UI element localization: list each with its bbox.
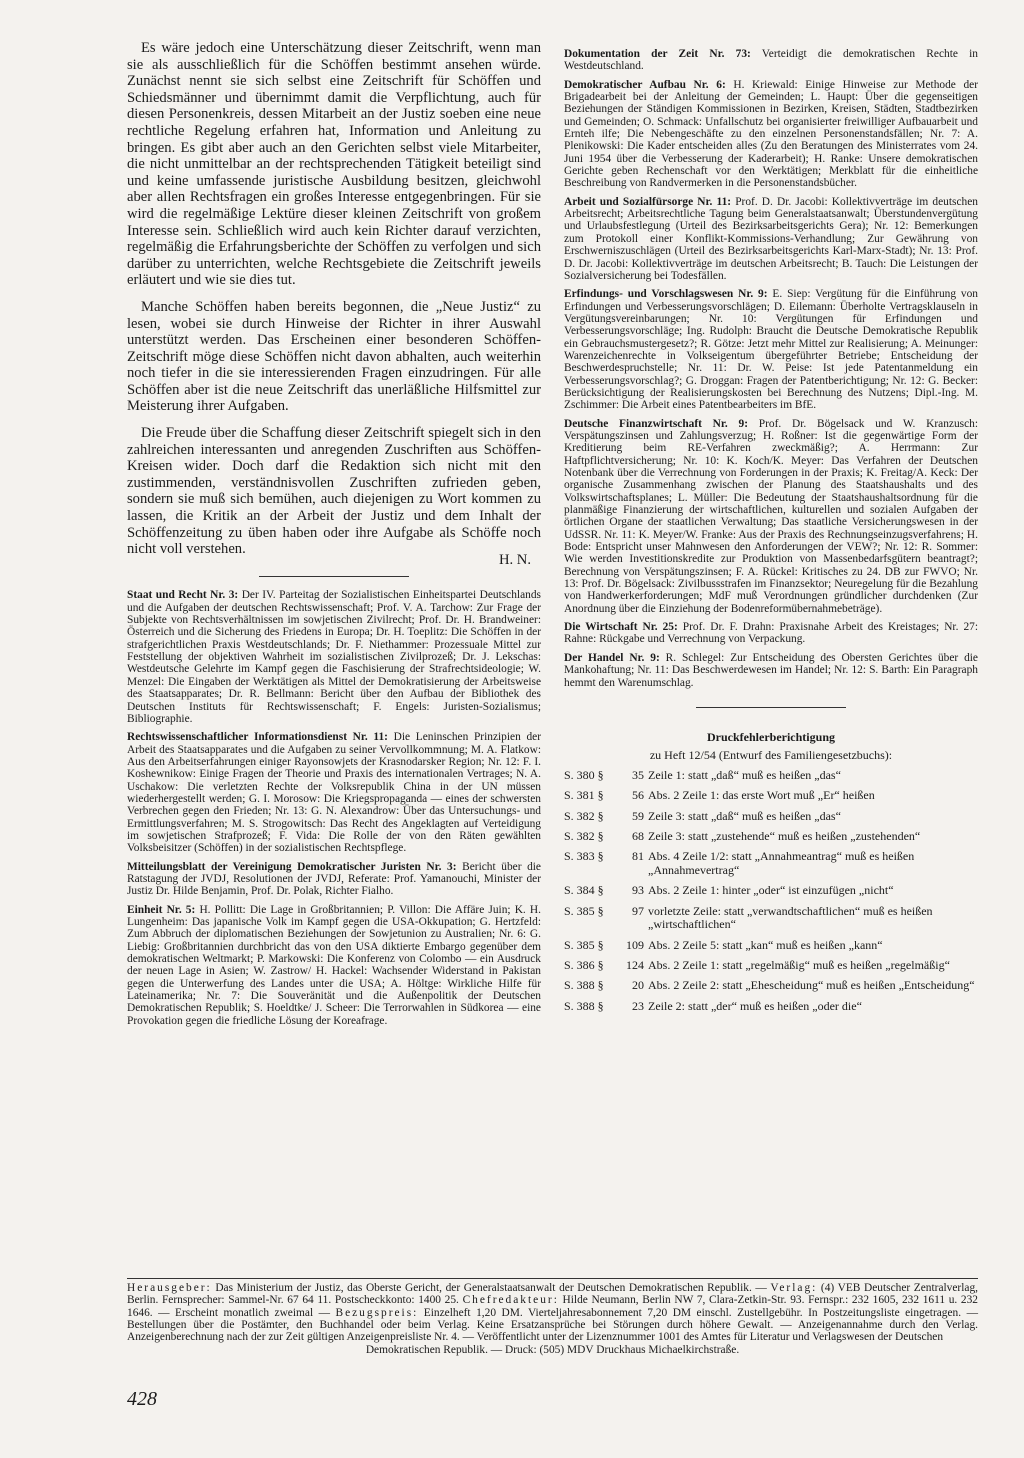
review-body: Prof. D. Dr. Jacobi: Kollektivverträge im deutschen Arbeitsrecht; Arbeitsrechtliche Tagung beim Generalstaatsanwalt; Überstundenvergütung und Urlaubsfestlegung (Urteil des Bezirksarbeitsgerichts Gera); Nr. 12: Bemerkungen zum Protokoll einer Konflikt-Kommissions-Verhandlung; Zur Gewährung von Erschwerniszuschlägen (Urteil des Bezirksarbeitsgerichts Karl-Marx-Stadt); Nr. 13: Prof. D. Dr. Jacobi: Kollektivverträge im deutschen Arbeitsrecht; B. Tauch: Die Leistungen der Sozialversicherung bei Todesfällen. [564, 195, 978, 282]
review-heading: Einheit Nr. 5: [127, 903, 196, 916]
errata-ref: S. 388 § [564, 998, 604, 1013]
journal-reviews-left [127, 589, 541, 1027]
errata-paragraph: 68 [632, 829, 644, 844]
errata-ref: S. 381 § [564, 788, 604, 803]
review-body: Der IV. Parteitag der Sozialistischen Einheitspartei Deutschlands und die Aufgaben der deutschen Rechtswissenschaft; Prof. V. A. Tarchow: Zur Frage der Subjekte von Rechtsverhältnissen im sowjetischen Zivilrecht; Prof. Dr. H. Brandweiner: Österreich und die Sicherung des Friedens in Europa; Dr. H. Toeplitz: Die Schöffen in der strafgerichtlichen Praxis Westdeutschlands; Dr. F. Niethammer: Prozessuale Mittel zur Feststellung der objektiven Wahrheit im sozialistischen Zivilprozeß; Dr. J. Lekschas: Westdeutsche Gelehrte im Kampf gegen die Faschisierung der Strafrechtsideologie; W. Menzel: Die Eingaben der Werktätigen als Mittel der Demokratisierung der Arbeitsweise des Staatsapparates; Dr. R. Bellmann: Bericht über den Aufbau der Bibliothek des Deutschen Instituts für Rechtswissenschaft; F. Engels: Juristen-Sozialismus; Bibliographie. [127, 589, 541, 725]
review-entry [564, 652, 978, 689]
errata-paragraph: 20 [632, 978, 644, 993]
errata-text: Abs. 4 Zeile 1/2: statt „Annahmeantrag“ muß es heißen „Annahmevertrag“ [648, 849, 915, 877]
errata-paragraph: 109 [626, 937, 644, 952]
errata-ref: S. 385 § [564, 937, 604, 952]
errata-row [564, 939, 978, 952]
imprint-text: Das Ministerium der Justiz, das Oberste Gericht, der Generalstaatsanwalt der Deutschen Demokratischen Republik. — [211, 1282, 771, 1294]
errata-ref: S. 386 § [564, 957, 604, 972]
imprint-tail: Demokratischen Republik. — Druck: (505) MDV Druckhaus Michaelkirchstraße. [365, 1343, 740, 1356]
review-entry [564, 48, 978, 73]
review-body: Prof. Dr. Bögelsack und W. Kranzusch: Verspätungszinsen und Zahlungsverzug; H. Roßner: Ist die gegenwärtige Form der Kreditierung beim RE-Verfahren zweckmäßig?; A. Herrmann: Zur Haftpflichtversicherung; Nr. 10: K. Koch/K. Meyer: Das Verfahren der Deutschen Notenbank über die Verrechnung von Forderungen in der Praxis; K. Freitag/A. Keck: Der organische Zusammenhang zwischen der Planung des Staatshaushalts und des Volkswirtschaftsplanes; L. Müller: Die Bedeutung der Staatshaushaltsordnung für die planmäßige Finanzierung der wirtschaftlichen, kulturellen und sozialen Aufgaben der örtlichen Organe der staatlichen Verwaltung; Das staatliche Versicherungswesen in der UdSSR. Nr. 11: K. Meyer/W. Franke: Aus der Praxis des Rechnungseinzugsverfahrens; H. Bode: Entspricht unser Mahnwesen den Anforderungen der VEW?; Nr. 12: R. Sommer: Wie werden Investitionskredite zur Produktion von Massenbedarfsgütern beantragt?; Berechnung von Verspätungszinsen; F. A. Rückel: Kritisches zu 24. DB zur FWVO; Nr. 13: Prof. Dr. Bögelsack: Zivilbussstrafen im Finanzsektor; Neuregelung für die Bezahlung von Handwerkerforderungen; MdF muß Verordnungen gründlicher durchdenken (Zur Anordnung über die Einziehung der Bodenreformübernahmebeträge). [564, 417, 978, 615]
review-heading: Demokratischer Aufbau Nr. 6: [564, 78, 726, 91]
journal-reviews-right [564, 48, 978, 689]
review-heading: Der Handel Nr. 9: [564, 651, 660, 664]
review-entry [127, 861, 541, 898]
errata-ref: S. 382 § [564, 829, 604, 844]
imprint [127, 1278, 978, 1356]
errata-paragraph: 81 [632, 849, 644, 864]
imprint-label: Verlag: [770, 1282, 818, 1294]
errata-paragraph: 93 [632, 883, 644, 898]
review-entry [127, 589, 541, 725]
errata-ref: S. 382 § [564, 808, 604, 823]
errata-row [564, 1000, 978, 1013]
imprint-label: Bezugspreis: [335, 1306, 419, 1319]
review-heading: Mitteilungsblatt der Vereinigung Demokratischer Juristen Nr. 3: [127, 860, 457, 873]
errata-paragraph: 56 [632, 788, 644, 803]
section-divider [259, 576, 409, 577]
errata-ref: S. 384 § [564, 883, 604, 898]
errata-row [564, 789, 978, 802]
errata-ref: S. 380 § [564, 767, 604, 782]
errata-row [564, 830, 978, 843]
review-heading: Rechtswissenschaftlicher Informationsdienst Nr. 11: [127, 731, 388, 744]
review-entry [564, 79, 978, 190]
errata-paragraph: 59 [632, 808, 644, 823]
errata-text: Abs. 2 Zeile 1: das erste Wort muß „Er“ heißen [648, 788, 875, 803]
review-entry [564, 418, 978, 616]
errata-paragraph: 35 [632, 767, 644, 782]
errata-section [564, 707, 978, 1013]
review-body: Prof. Dr. F. Drahn: Praxisnahe Arbeit des Kreistages; Nr. 27: Rahne: Rückgabe und Verrechnung von Verpackung. [564, 621, 978, 646]
errata-subtitle: zu Heft 12/54 (Entwurf des Familiengesetzbuchs): [649, 747, 893, 762]
errata-text: vorletzte Zeile: statt „verwandtschaftlichen“ muß es heißen „wirtschaftlichen“ [648, 903, 933, 932]
essay [127, 40, 541, 568]
errata-ref: S. 383 § [564, 849, 604, 864]
review-body: H. Pollitt: Die Lage in Großbritannien; P. Villon: Die Affäre Juin; K. H. Lungenheim: Das japanische Volk im Kampf gegen die USA-Okkupation; G. Hertzfeld: Zum Abbruch der diplomatischen Beziehungen der Sowjetunion zu Australien; Nr. 6: G. Liebig: Großbritannien durchbricht das von den USA diktierte Embargo gegenüber dem demokratischen Weltmarkt; P. Markowski: Die Konferenz von Colombo — ein Ausdruck der neuen Lage in Asien; W. Zastrow/ H. Hackel: Wachsender Widerstand in Pakistan gegen die Unterwerfung des Landes unter die USA; A. Höltge: Wirkliche Hilfe für Lateinamerika; Nr. 7: Die Souveränität und die Außenpolitik der Deutschen Demokratischen Republik; S. Hoeldtke/ J. Scheer: Die Terrorwahlen in Südkorea — eine Provokation gegen die friedliche Lösung der Koreafrage. [127, 903, 541, 1027]
errata-text: Zeile 2: statt „der“ muß es heißen „oder die“ [648, 998, 862, 1013]
errata-ref: S. 388 § [564, 978, 604, 993]
right-column [564, 48, 978, 1020]
errata-paragraph: 97 [632, 903, 644, 918]
errata-paragraph: 23 [632, 998, 644, 1013]
imprint-text: Hilde Neumann, Berlin NW 7, Clara-Zetkin-Str. 93. Fernspr.: 232 1605, 232 1611 u. 232 1646. — Erscheint monatlich zweimal — [127, 1294, 978, 1319]
imprint-label: Chefredakteur: [462, 1294, 559, 1307]
section-divider [696, 707, 846, 708]
errata-text: Zeile 3: statt „daß“ muß es heißen „das“ [648, 808, 841, 823]
essay-paragraph: Manche Schöffen haben bereits begonnen, die „Neue Justiz“ zu lesen, wobei sie durch Hinweise der Richter in ihrer Auswahl unterstützt werden. Das Erscheinen einer besonderen Schöffen-Zeitschrift möge diese Schöffen nicht davon abhalten, auch weiterhin noch tiefer in die sie interessierenden Fragen einzudringen. Für alle Schöffen aber ist die neue Zeitschrift das unerläßliche Hilfsmittel zur Meisterung ihrer Aufgaben. [127, 298, 541, 415]
review-heading: Dokumentation der Zeit Nr. 73: [564, 48, 751, 60]
errata-ref: S. 385 § [564, 903, 604, 918]
errata-text: Abs. 2 Zeile 1: statt „regelmäßig“ muß es heißen „regelmäßig“ [648, 957, 950, 972]
review-entry [564, 621, 978, 646]
imprint-label: Herausgeber: [127, 1282, 212, 1294]
imprint-text: Einzelheft 1,20 DM. Vierteljahresabonnement 7,20 DM einschl. Zustellgebühr. In Postzeitungsliste eingetragen. — Bestellungen über die Postämter, den Buchhandel oder beim Verlag. Keine Ersatzansprüche bei Störungen durch höhere Gewalt. — Anzeigenannahme durch den Verlag. Anzeigenberechnung nach der zur Zeit gültigen Anzeigenpreisliste Nr. 4. — Veröffentlicht unter der Lizenznummer 1001 des Amtes für Literatur und Verlagswesen der Deutschen [127, 1306, 978, 1344]
review-entry [127, 731, 541, 854]
review-heading: Staat und Recht Nr. 3: [127, 589, 239, 602]
errata-row [564, 979, 978, 992]
review-body: Die Leninschen Prinzipien der Arbeit des Staatsapparates und die Aufgaben zu seiner Vervollkommnung; M. A. Flatkow: Aus den Arbeitserfahrungen einiger Rayonsowjets der Krasnodarsker Region; Nr. 12: F. I. Koshewnikow: Einige Fragen der Theorie und Praxis des internationalen Vertrages; N. A. Uschakow: Die verletzten Rechte der Volksrepublik China in der UN müssen wiederhergestellt werden; G. I. Morosow: Die Kriegspropaganda — eines der schwersten Verbrechen gegen den Frieden; Nr. 13: G. N. Alexandrow: Über das Untersuchungs- und Ermittlungsverfahren; M. S. Strogowitsch: Das Recht des Angeklagten auf Verteidigung im sowjetischen Strafprozeß; F. Vida: Die Rolle der von den Räten gewählten Volksbeisitzer (Schöffen) in der sozialistischen Rechtspflege. [127, 731, 541, 855]
review-body: Verteidigt die demokratischen Rechte in Westdeutschland. [564, 48, 978, 73]
errata-text: Zeile 1: statt „daß“ muß es heißen „das“ [648, 767, 841, 782]
errata-title: Druckfehlerberichtigung [707, 729, 835, 744]
errata-row [564, 884, 978, 897]
review-heading: Die Wirtschaft Nr. 25: [564, 621, 678, 634]
review-body: R. Schlegel: Zur Entscheidung des Obersten Gerichtes über die Mankohaftung; Nr. 11: Das Beschwerdewesen im Handel; Nr. 12: S. Barth: Ein Paragraph hemmt den Warenumschlag. [564, 651, 978, 689]
essay-signature: H. N. [498, 551, 531, 568]
review-entry [127, 904, 541, 1027]
imprint-body [127, 1282, 978, 1344]
errata-row [564, 905, 978, 932]
essay-paragraph: Die Freude über die Schaffung dieser Zeitschrift spiegelt sich in den zahlreichen interessanten und anregenden Zuschriften aus Schöffen-Kreisen wider. Doch darf die Redaktion sich nicht mit den zustimmenden, verständnisvollen Zuschriften zufrieden geben, sondern sie muß sich bemühen, auch diejenigen zu Wort kommen zu lassen, die Kritik an der Arbeit der Justiz und dem Inhalt der Schöffenzeitung zu üben haben oder ihre Aufgabe als Schöffe noch nicht voll verstehen. [127, 425, 541, 558]
errata-list [564, 769, 978, 1013]
left-column [127, 40, 541, 1033]
review-heading: Erfindungs- und Vorschlagswesen Nr. 9: [564, 288, 768, 301]
errata-text: Abs. 2 Zeile 1: hinter „oder“ ist einzufügen „nicht“ [648, 883, 894, 898]
review-entry [564, 288, 978, 411]
errata-text: Abs. 2 Zeile 2: statt „Ehescheidung“ muß es heißen „Entscheidung“ [648, 978, 975, 993]
errata-row [564, 810, 978, 823]
review-entry [564, 196, 978, 282]
review-heading: Deutsche Finanzwirtschaft Nr. 9: [564, 417, 749, 430]
page-number: 428 [127, 1388, 157, 1410]
review-body: E. Siep: Vergütung für die Einführung von Erfindungen und Verbesserungsvorschlägen; D. Eilemann: Überholte Vertragsklauseln in Vergütungsvereinbarungen; Nr. 10: Vergütungen für Erfindungen und Verbesserungsvorschläge; Ing. Rudolph: Braucht die Deutsche Demokratische Republik ein Gebrauchsmustergesetz?; R. Götze: Jetzt mehr Mittel zur Realisierung; A. Meinunger: Warenzeichenrechte in Volkseigentum übergeführter Betriebe; Entscheidung der Beschwerdespruchstelle; Nr. 11: Dr. W. Peise: Ist jede Patentanmeldung ein Verbesserungsvorschlag?; G. Droggan: Fragen der Patentberichtigung; Nr. 12: G. Becker: Berücksichtigung der Realisierungskosten bei Berechnung des Nutzens; Dipl.-Ing. M. Zschimmer: Die Arbeit eines Patentbearbeiters im BfE. [564, 288, 978, 412]
review-heading: Arbeit und Sozialfürsorge Nr. 11: [564, 195, 732, 208]
errata-text: Abs. 2 Zeile 5: statt „kan“ muß es heißen „kann“ [648, 937, 883, 952]
errata-text: Zeile 3: statt „zustehende“ muß es heißen „zustehenden“ [648, 829, 921, 844]
review-body: Bericht über die Ratstagung der JVDJ, Resolutionen der JVDJ, Referate: Prof. Yamanouchi, Minister der Justiz Dr. Hilde Benjamin, Prof. Dr. Polak, Richter Fialho. [127, 860, 541, 898]
essay-paragraph: Es wäre jedoch eine Unterschätzung dieser Zeitschrift, wenn man sie als ausschließlich für die Schöffen bestimmt ansehen würde. Zunächst nennt sie sich selbst eine Zeitschrift für Schöffen und Schiedsmänner und übernimmt damit die Verpflichtung, auch für diesen Personenkreis, dessen Mitarbeit an der Justiz soeben eine neue rechtliche Regelung erfahren hat, Information und Anleitung zu bringen. Es gibt aber auch an den Gerichten selbst viele Mitarbeiter, die nicht unmittelbar an der rechtsprechenden Tätigkeit beteiligt sind und keine umfassende juristische Ausbildung besitzen, gleichwohl aber allen Rechtsfragen ein großes Interesse entgegenbringen. Für sie wird die regelmäßige Lektüre dieser kleinen Zeitschrift von großem Interesse sein. Schließlich wird auch kein Richter darauf verzichten, regelmäßig die Erfahrungsberichte der Schöffen zu verfolgen und sich darüber zu unterrichten, welche Rechtsgebiete die Zeitschrift jeweils erläutert und wie sie dies tut. [127, 40, 541, 289]
errata-row [564, 959, 978, 972]
review-body: H. Kriewald: Einige Hinweise zur Methode der Brigadearbeit bei der Anleitung der Gemeinden; L. Haupt: Über die gegenseitigen Beziehungen der Ständigen Kommissionen in Bezirken, Kreisen, Städten, Stadtbezirken und Gemeinden; O. Schmack: Unfallschutz bei organisierter freiwilliger Aufbauarbeit und Ernteh ilfe; Die Nebengeschäfte zu den einzelnen Personenstandsfällen; Nr. 7: A. Plenikowski: Die Kader entscheiden alles (Zu den Beratungen des Ministerrates vom 24. Juni 1954 über die Verbesserung der Kaderarbeit); H. Ranke: Unsere demokratischen Gerichte geben Rechenschaft vor den Werktätigen; Merkblatt für die einheitliche Beschreibung von Randvermerken in die Personenstandsbücher. [564, 78, 978, 190]
errata-row [564, 769, 978, 782]
imprint-text: (4) VEB Deutscher Zentralverlag, Berlin. Fernsprecher: Sammel-Nr. 67 64 11. Postscheckkonto: 1400 25. [127, 1282, 978, 1307]
errata-row [564, 850, 978, 877]
errata-paragraph: 124 [626, 957, 644, 972]
